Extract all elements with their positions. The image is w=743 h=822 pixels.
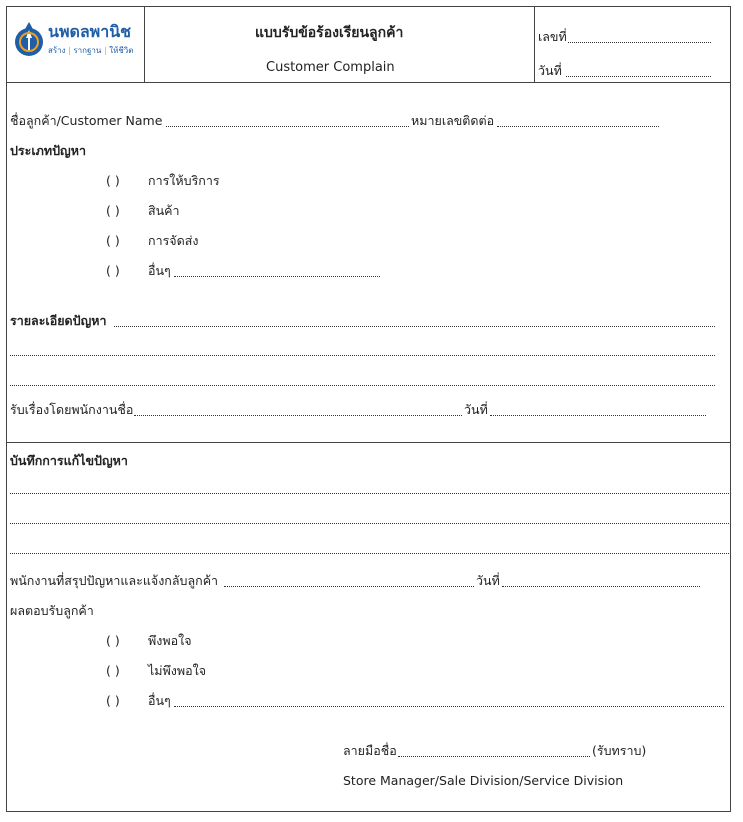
option-other-label: อื่นๆ: [148, 263, 171, 278]
problem-detail-line-3[interactable]: [10, 385, 715, 386]
feedback-unsatisfied-checkbox[interactable]: ( ): [106, 663, 120, 678]
option-delivery-label: การจัดส่ง: [148, 233, 199, 248]
option-delivery-checkbox[interactable]: ( ): [106, 233, 120, 248]
option-service-checkbox[interactable]: ( ): [106, 173, 120, 188]
signature-field[interactable]: [398, 756, 590, 757]
header-vline-right: [534, 6, 535, 82]
phone-field[interactable]: [497, 126, 659, 127]
feedback-satisfied-checkbox[interactable]: ( ): [106, 633, 120, 648]
resolution-line-3[interactable]: [10, 553, 729, 554]
feedback-other-label: อื่นๆ: [148, 693, 171, 708]
received-date-label: วันที่: [464, 402, 488, 417]
option-product-checkbox[interactable]: ( ): [106, 203, 120, 218]
resolution-date-label: วันที่: [476, 573, 500, 588]
customer-name-field[interactable]: [166, 126, 409, 127]
form-title-en: Customer Complain: [266, 60, 395, 75]
problem-type-heading: ประเภทปัญหา: [10, 143, 86, 158]
phone-label: หมายเลขติดต่อ: [411, 113, 495, 128]
option-other-checkbox[interactable]: ( ): [106, 263, 120, 278]
header-date-field[interactable]: [566, 76, 711, 77]
option-service-label: การให้บริการ: [148, 173, 220, 188]
resolution-staff-label: พนักงานที่สรุปปัญหาและแจ้งกลับลูกค้า: [10, 573, 219, 588]
resolution-date-field[interactable]: [502, 586, 700, 587]
received-date-field[interactable]: [490, 415, 706, 416]
feedback-label: ผลตอบรับลูกค้า: [10, 603, 94, 618]
feedback-unsatisfied-label: ไม่พึงพอใจ: [148, 663, 207, 678]
doc-no-label: เลขที่: [538, 29, 567, 44]
problem-detail-line-1[interactable]: [114, 326, 715, 327]
feedback-satisfied-label: พึงพอใจ: [148, 633, 192, 648]
logo-drop-icon: [14, 20, 44, 60]
received-by-label: รับเรื่องโดยพนักงานชื่อ: [10, 402, 134, 417]
logo-name: นพดลพานิช: [48, 22, 132, 41]
feedback-other-checkbox[interactable]: ( ): [106, 693, 120, 708]
problem-detail-line-2[interactable]: [10, 355, 715, 356]
resolution-staff-field[interactable]: [224, 586, 474, 587]
logo-tagline: สร้าง | รากฐาน | ให้ชีวิต: [48, 46, 134, 55]
option-other-field[interactable]: [174, 276, 380, 277]
company-logo: [14, 20, 136, 62]
header-date-label: วันที่: [538, 63, 562, 78]
form-title-th: แบบรับข้อร้องเรียนลูกค้า: [255, 25, 404, 41]
signer-role: Store Manager/Sale Division/Service Division: [343, 773, 624, 788]
problem-detail-heading: รายละเอียดปัญหา: [10, 313, 107, 328]
section-divider: [6, 442, 731, 443]
signature-label: ลายมือชื่อ: [343, 743, 397, 758]
customer-name-label: ชื่อลูกค้า/Customer Name: [10, 113, 163, 128]
received-by-field[interactable]: [134, 415, 462, 416]
header-divider: [6, 82, 731, 83]
acknowledge-label: (รับทราบ): [592, 743, 647, 758]
doc-no-field[interactable]: [568, 42, 711, 43]
option-product-label: สินค้า: [148, 203, 180, 218]
feedback-other-field[interactable]: [174, 706, 724, 707]
resolution-heading: บันทึกการแก้ไขปัญหา: [10, 453, 128, 468]
resolution-line-1[interactable]: [10, 493, 729, 494]
resolution-line-2[interactable]: [10, 523, 729, 524]
header-vline-left: [144, 6, 145, 82]
